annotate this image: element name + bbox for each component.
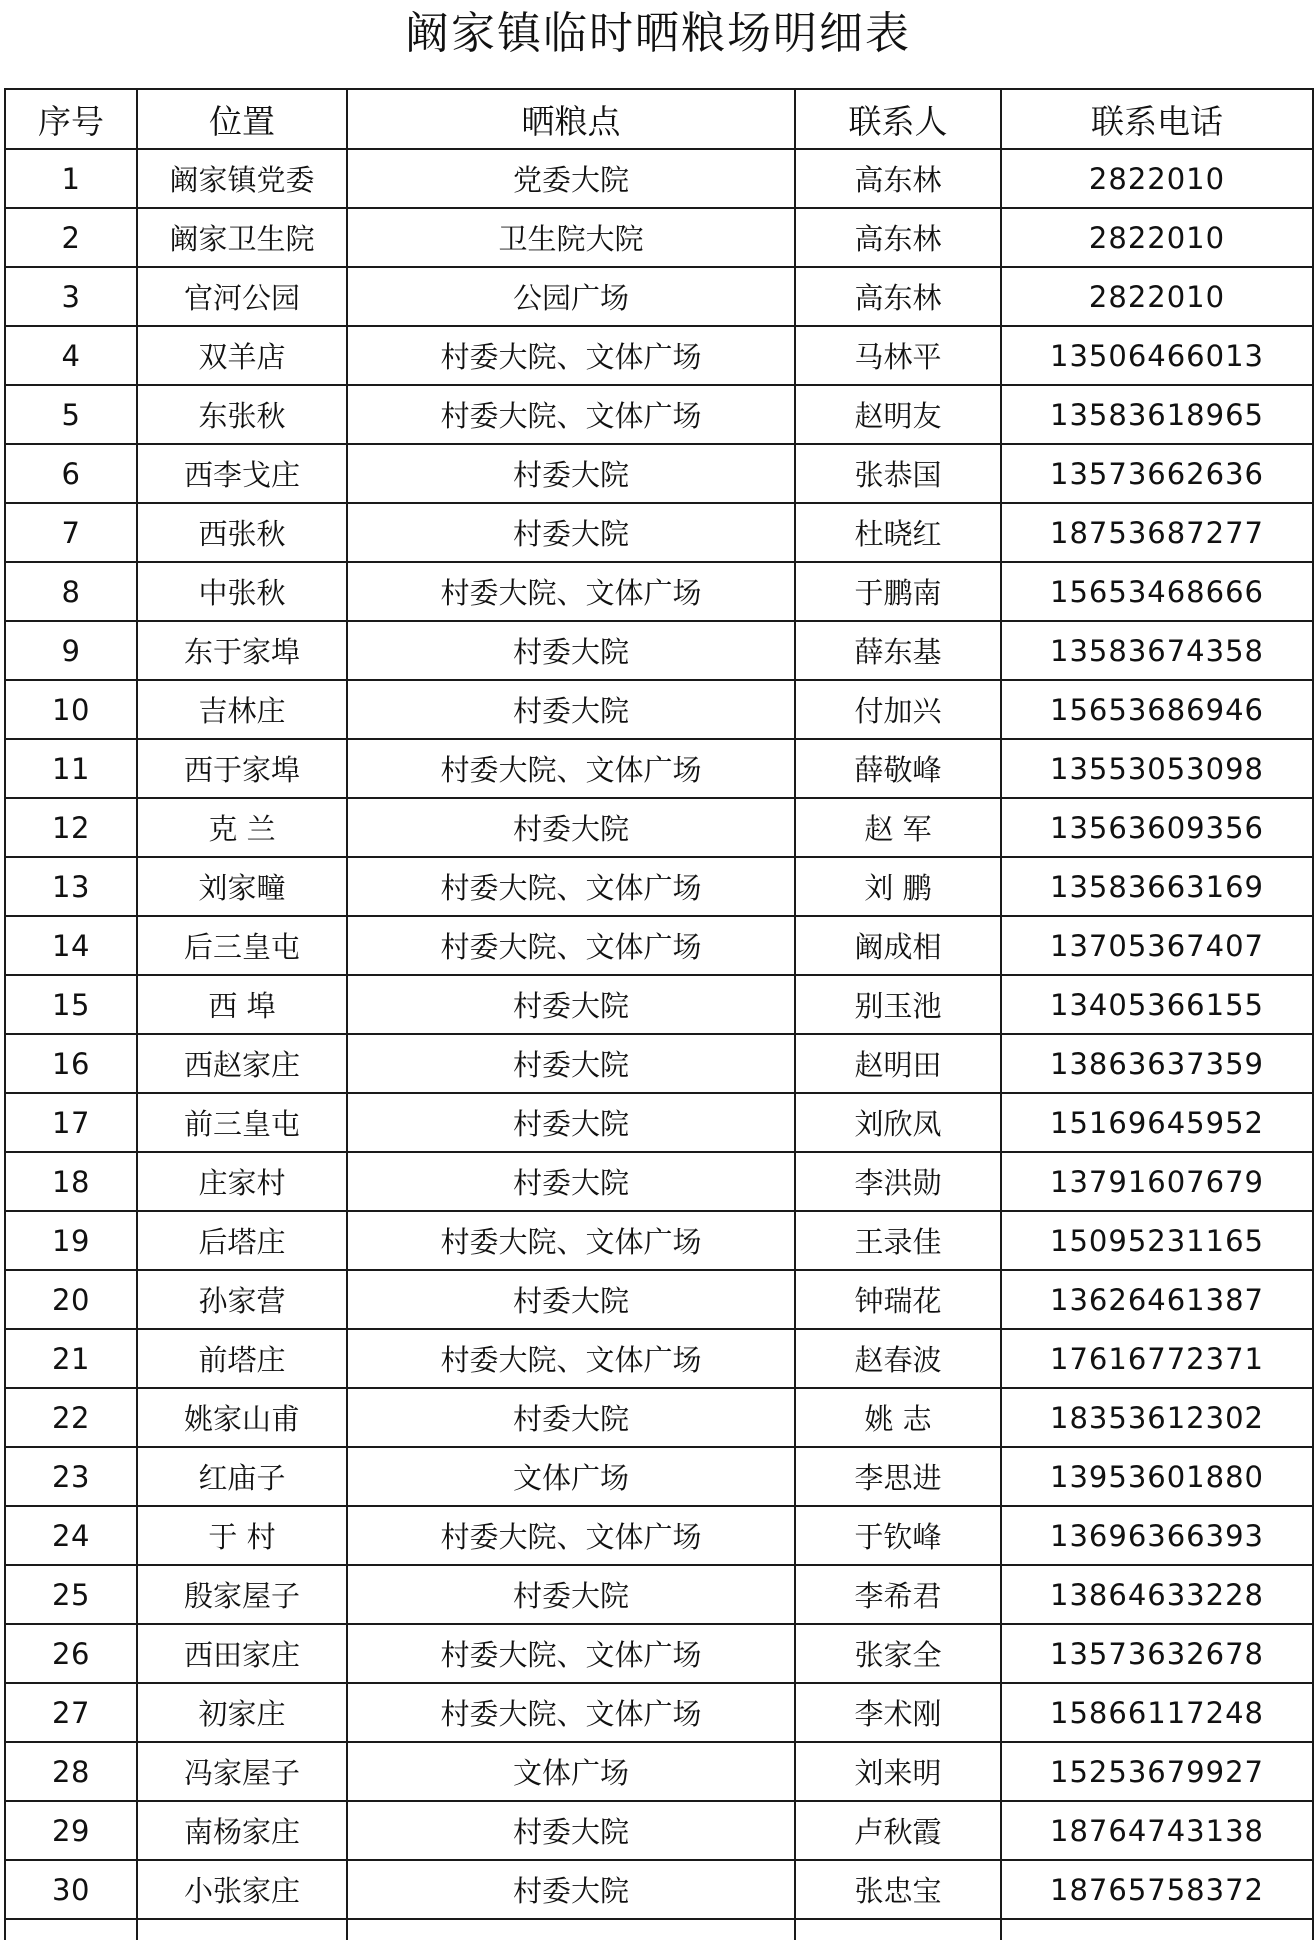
table-row: [5, 1683, 1313, 1742]
cell-no: 10: [5, 680, 137, 739]
cell-spot: 村委大院: [347, 1860, 795, 1919]
cell-contact: 李术刚: [795, 1683, 1001, 1742]
cell-no: 27: [5, 1683, 137, 1742]
cell-phone: 13705367407: [1001, 916, 1313, 975]
table-row: [5, 1860, 1313, 1919]
cell-spot: 村委大院: [347, 503, 795, 562]
cell-location: 西于家埠: [137, 739, 347, 798]
cell-phone: 13573662636: [1001, 444, 1313, 503]
cell-spot: 村委大院、文体广场: [347, 739, 795, 798]
cell-spot: 文体广场: [347, 1742, 795, 1801]
cell-spot: 村委大院: [347, 1270, 795, 1329]
cell-phone: 13573632678: [1001, 1624, 1313, 1683]
table-row: [5, 444, 1313, 503]
cell-location: 官河公园: [137, 267, 347, 326]
cell-phone: 13583618965: [1001, 385, 1313, 444]
cell-spot: 村委大院: [347, 975, 795, 1034]
cell-spot: 村委大院: [347, 798, 795, 857]
table-row: [5, 267, 1313, 326]
cell-no: 26: [5, 1624, 137, 1683]
cell-contact: 薛敬峰: [795, 739, 1001, 798]
cell-contact: 薛东基: [795, 621, 1001, 680]
cell-phone: 17616772371: [1001, 1329, 1313, 1388]
cell-no: 4: [5, 326, 137, 385]
cell-phone: 2822010: [1001, 208, 1313, 267]
cell-contact: 于鹏南: [795, 562, 1001, 621]
cell-location: 中张秋: [137, 562, 347, 621]
cell-contact: 张忠宝: [795, 1860, 1001, 1919]
table-row: [5, 1034, 1313, 1093]
cell-no: 18: [5, 1152, 137, 1211]
cell-contact: 高东林: [795, 267, 1001, 326]
cell-contact: 刘欣凤: [795, 1093, 1001, 1152]
cell-phone: 13583663169: [1001, 857, 1313, 916]
cell-phone: 15653468666: [1001, 562, 1313, 621]
table-row: [5, 1565, 1313, 1624]
cell-spot: 村委大院、文体广场: [347, 916, 795, 975]
cell-location: 小张家庄: [137, 1860, 347, 1919]
cell-phone: 13626461387: [1001, 1270, 1313, 1329]
table-row: [5, 1506, 1313, 1565]
cell-empty: [5, 1919, 137, 1940]
cell-no: 12: [5, 798, 137, 857]
cell-location: 双羊店: [137, 326, 347, 385]
cell-spot: 村委大院: [347, 621, 795, 680]
cell-location: 前三皇屯: [137, 1093, 347, 1152]
cell-contact: 赵 军: [795, 798, 1001, 857]
table-row: [5, 1624, 1313, 1683]
table-row: [5, 326, 1313, 385]
table-row: [5, 1447, 1313, 1506]
cell-location: 冯家屋子: [137, 1742, 347, 1801]
table-row: [5, 562, 1313, 621]
table-row: [5, 739, 1313, 798]
cell-phone: 13953601880: [1001, 1447, 1313, 1506]
cell-location: 西李戈庄: [137, 444, 347, 503]
cell-contact: 马林平: [795, 326, 1001, 385]
cell-contact: 李思进: [795, 1447, 1001, 1506]
table-row: [5, 975, 1313, 1034]
table-row: [5, 1270, 1313, 1329]
table-row: [5, 208, 1313, 267]
cell-phone: 13553053098: [1001, 739, 1313, 798]
cell-location: 南杨家庄: [137, 1801, 347, 1860]
cell-phone: 2822010: [1001, 149, 1313, 208]
cell-spot: 村委大院、文体广场: [347, 1506, 795, 1565]
cell-spot: 村委大院: [347, 1093, 795, 1152]
cell-location: 后三皇屯: [137, 916, 347, 975]
cell-no: 28: [5, 1742, 137, 1801]
cell-spot: 村委大院: [347, 680, 795, 739]
cell-location: 初家庄: [137, 1683, 347, 1742]
cell-location: 后塔庄: [137, 1211, 347, 1270]
cell-spot: 文体广场: [347, 1447, 795, 1506]
cell-empty: [347, 1919, 795, 1940]
cell-spot: 村委大院、文体广场: [347, 385, 795, 444]
cell-no: 5: [5, 385, 137, 444]
cell-contact: 杜晓红: [795, 503, 1001, 562]
cell-no: 14: [5, 916, 137, 975]
cell-spot: 村委大院: [347, 444, 795, 503]
table-row: [5, 857, 1313, 916]
table-row: [5, 1093, 1313, 1152]
table-row: [5, 1329, 1313, 1388]
cell-empty: [137, 1919, 347, 1940]
table-row: [5, 503, 1313, 562]
cell-location: 刘家疃: [137, 857, 347, 916]
cell-no: 25: [5, 1565, 137, 1624]
cell-no: 20: [5, 1270, 137, 1329]
header-phone: 联系电话: [1001, 89, 1313, 149]
table-row: [5, 798, 1313, 857]
cell-spot: 村委大院、文体广场: [347, 857, 795, 916]
cell-spot: 村委大院、文体广场: [347, 1211, 795, 1270]
table-body: [5, 149, 1313, 1940]
cell-no: 29: [5, 1801, 137, 1860]
header-row: [5, 89, 1313, 149]
header-spot: 晒粮点: [347, 89, 795, 149]
cell-spot: 卫生院大院: [347, 208, 795, 267]
cell-contact: 付加兴: [795, 680, 1001, 739]
cell-location: 西田家庄: [137, 1624, 347, 1683]
cell-location: 阚家镇党委: [137, 149, 347, 208]
cell-phone: 13563609356: [1001, 798, 1313, 857]
cell-contact: 张恭国: [795, 444, 1001, 503]
cell-phone: 13583674358: [1001, 621, 1313, 680]
cell-phone: 18753687277: [1001, 503, 1313, 562]
cell-location: 西张秋: [137, 503, 347, 562]
cell-empty: [1001, 1919, 1313, 1940]
cell-location: 殷家屋子: [137, 1565, 347, 1624]
cell-contact: 张家全: [795, 1624, 1001, 1683]
cell-spot: 村委大院、文体广场: [347, 1683, 795, 1742]
table-row: [5, 1801, 1313, 1860]
cell-contact: 刘 鹏: [795, 857, 1001, 916]
cell-location: 孙家营: [137, 1270, 347, 1329]
cell-location: 西 埠: [137, 975, 347, 1034]
cell-spot: 村委大院、文体广场: [347, 562, 795, 621]
cell-no: 24: [5, 1506, 137, 1565]
table-row: [5, 1742, 1313, 1801]
cell-contact: 高东林: [795, 208, 1001, 267]
cell-spot: 党委大院: [347, 149, 795, 208]
cell-spot: 村委大院、文体广场: [347, 326, 795, 385]
cell-phone: 15253679927: [1001, 1742, 1313, 1801]
table-row: [5, 621, 1313, 680]
cell-phone: 18353612302: [1001, 1388, 1313, 1447]
cell-contact: 姚 志: [795, 1388, 1001, 1447]
cell-phone: 13791607679: [1001, 1152, 1313, 1211]
cell-phone: 15866117248: [1001, 1683, 1313, 1742]
cell-contact: 王录佳: [795, 1211, 1001, 1270]
cell-no: 22: [5, 1388, 137, 1447]
table-row: [5, 916, 1313, 975]
cell-no: 16: [5, 1034, 137, 1093]
cell-location: 于 村: [137, 1506, 347, 1565]
cell-contact: 别玉池: [795, 975, 1001, 1034]
cell-no: 7: [5, 503, 137, 562]
cell-spot: 村委大院、文体广场: [347, 1329, 795, 1388]
cell-phone: 13506466013: [1001, 326, 1313, 385]
cell-contact: 李洪勋: [795, 1152, 1001, 1211]
table-row: [5, 1152, 1313, 1211]
cell-location: 庄家村: [137, 1152, 347, 1211]
cell-spot: 村委大院: [347, 1152, 795, 1211]
cell-contact: 阚成相: [795, 916, 1001, 975]
cell-no: 8: [5, 562, 137, 621]
cell-location: 阚家卫生院: [137, 208, 347, 267]
cell-location: 西赵家庄: [137, 1034, 347, 1093]
cell-no: 17: [5, 1093, 137, 1152]
table-row: [5, 149, 1313, 208]
cell-contact: 卢秋霞: [795, 1801, 1001, 1860]
header-location: 位置: [137, 89, 347, 149]
table-row: [5, 680, 1313, 739]
cell-location: 东于家埠: [137, 621, 347, 680]
cell-no: 15: [5, 975, 137, 1034]
cell-contact: 刘来明: [795, 1742, 1001, 1801]
cell-contact: 赵明友: [795, 385, 1001, 444]
cell-spot: 村委大院: [347, 1034, 795, 1093]
cell-no: 23: [5, 1447, 137, 1506]
cell-contact: 赵春波: [795, 1329, 1001, 1388]
cell-location: 红庙子: [137, 1447, 347, 1506]
cell-phone: 13864633228: [1001, 1565, 1313, 1624]
cell-phone: 15653686946: [1001, 680, 1313, 739]
header-no: 序号: [5, 89, 137, 149]
page-title: 阚家镇临时晒粮场明细表: [405, 8, 911, 59]
cell-phone: 13863637359: [1001, 1034, 1313, 1093]
cell-phone: 13405366155: [1001, 975, 1313, 1034]
cell-contact: 钟瑞花: [795, 1270, 1001, 1329]
cell-no: 2: [5, 208, 137, 267]
cell-no: 21: [5, 1329, 137, 1388]
cell-location: 吉林庄: [137, 680, 347, 739]
cell-spot: 村委大院: [347, 1565, 795, 1624]
table-row-partial: [5, 1919, 1313, 1940]
cell-no: 9: [5, 621, 137, 680]
cell-location: 姚家山甫: [137, 1388, 347, 1447]
table-row: [5, 1388, 1313, 1447]
detail-table: [4, 88, 1314, 1940]
cell-no: 13: [5, 857, 137, 916]
cell-contact: 高东林: [795, 149, 1001, 208]
cell-phone: 15169645952: [1001, 1093, 1313, 1152]
cell-no: 3: [5, 267, 137, 326]
header-contact: 联系人: [795, 89, 1001, 149]
cell-phone: 15095231165: [1001, 1211, 1313, 1270]
cell-location: 前塔庄: [137, 1329, 347, 1388]
cell-location: 克 兰: [137, 798, 347, 857]
cell-phone: 13696366393: [1001, 1506, 1313, 1565]
cell-phone: 18765758372: [1001, 1860, 1313, 1919]
cell-spot: 村委大院: [347, 1801, 795, 1860]
cell-no: 30: [5, 1860, 137, 1919]
cell-spot: 村委大院: [347, 1388, 795, 1447]
cell-phone: 2822010: [1001, 267, 1313, 326]
cell-no: 19: [5, 1211, 137, 1270]
cell-no: 11: [5, 739, 137, 798]
cell-location: 东张秋: [137, 385, 347, 444]
cell-contact: 赵明田: [795, 1034, 1001, 1093]
table-row: [5, 385, 1313, 444]
cell-empty: [795, 1919, 1001, 1940]
cell-spot: 公园广场: [347, 267, 795, 326]
table-row: [5, 1211, 1313, 1270]
cell-contact: 于钦峰: [795, 1506, 1001, 1565]
cell-contact: 李希君: [795, 1565, 1001, 1624]
cell-no: 6: [5, 444, 137, 503]
cell-phone: 18764743138: [1001, 1801, 1313, 1860]
cell-spot: 村委大院、文体广场: [347, 1624, 795, 1683]
cell-no: 1: [5, 149, 137, 208]
